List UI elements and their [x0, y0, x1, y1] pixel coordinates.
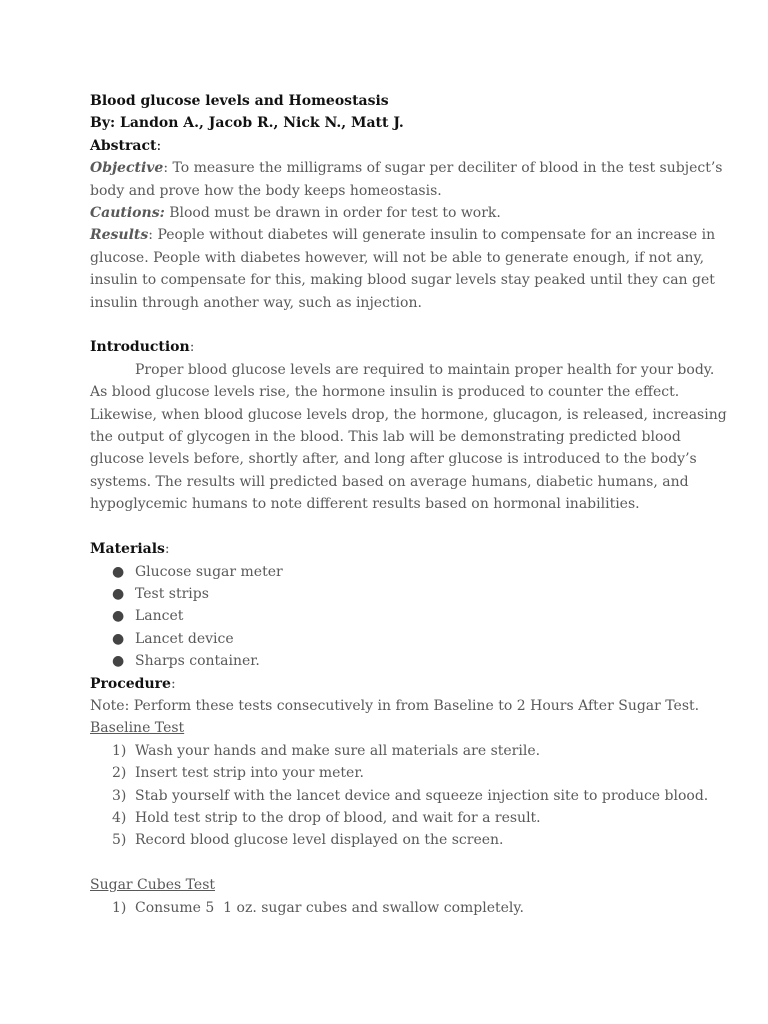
list-item: 3) Stab yourself with the lancet device and squeeze injection site to produce blood.: [112, 787, 709, 804]
results-line-4: insulin through another way, such as injection.: [90, 294, 422, 311]
objective-line-2: body and prove how the body keeps homeostasis.: [90, 182, 442, 199]
cautions-label: Cautions:: [90, 205, 165, 222]
objective-text-1: : To measure the milligrams of sugar per deciliter of blood in the test subject’s: [163, 160, 723, 177]
list-item: 2) Insert test strip into your meter.: [112, 765, 364, 782]
procedure-note: Note: Perform these tests consecutively in from Baseline to 2 Hours After Sugar Test.: [90, 697, 700, 714]
introduction-line: hypoglycemic humans to note different results based on hormonal inabilities.: [90, 496, 640, 513]
sugar-cubes-test-title: Sugar Cubes Test: [90, 877, 216, 894]
list-item: 5) Record blood glucose level displayed on the screen.: [112, 832, 504, 849]
introduction-line: Likewise, when blood glucose levels drop, the hormone, glucagon, is released, increasing: [90, 406, 727, 423]
introduction-line: As blood glucose levels rise, the hormone insulin is produced to counter the effect.: [90, 384, 680, 401]
introduction-heading: Introduction: [90, 339, 190, 356]
results-label: Results: [90, 227, 149, 244]
list-item: ● Test strips: [90, 583, 682, 605]
objective-line-1: [90, 157, 723, 179]
list-item: ● Lancet: [90, 605, 682, 627]
baseline-test-title: Baseline Test: [90, 720, 185, 737]
procedure-heading-line: Procedure:: [90, 675, 176, 692]
objective-label: Objective: [90, 160, 164, 177]
list-item: 1) Wash your hands and make sure all materials are sterile.: [112, 742, 541, 759]
document-title: Blood glucose levels and Homeostasis: [90, 93, 389, 109]
introduction-line: the output of glycogen in the blood. This lab will be demonstrating predicted blood: [90, 429, 681, 446]
introduction-line: glucose levels before, shortly after, and long after glucose is introduced to the body’s: [90, 451, 697, 468]
bullet-icon: ●: [112, 630, 125, 647]
materials-heading-line: Materials:: [90, 541, 170, 558]
document-page: [90, 90, 727, 919]
procedure-heading: Procedure: [90, 675, 171, 692]
bullet-icon: ●: [112, 563, 125, 580]
introduction-heading-line: Introduction:: [90, 339, 195, 356]
bullet-icon: ●: [112, 585, 125, 602]
cautions-line: [90, 202, 682, 224]
document-authors: By: Landon A., Jacob R., Nick N., Matt J.: [90, 115, 404, 132]
abstract-heading: Abstract: [90, 137, 157, 154]
list-item: ● Glucose sugar meter: [90, 561, 682, 583]
cautions-text: Blood must be drawn in order for test to work.: [164, 205, 501, 222]
abstract-heading-line: Abstract:: [90, 137, 162, 154]
introduction-line: systems. The results will predicted based on average humans, diabetic humans, and: [90, 473, 689, 490]
results-line-3: insulin to compensate for this, making blood sugar levels stay peaked until they can get: [90, 272, 715, 289]
bullet-icon: ●: [112, 608, 125, 625]
introduction-line: Proper blood glucose levels are required to maintain proper health for your body.: [135, 361, 715, 378]
results-line-1: [90, 224, 716, 246]
list-item: ● Lancet device: [90, 628, 682, 650]
results-line-2: glucose. People with diabetes however, will not be able to generate enough, if not any,: [90, 249, 705, 266]
bullet-icon: ●: [112, 653, 125, 670]
materials-heading: Materials: [90, 541, 165, 558]
list-item: 4) Hold test strip to the drop of blood, and wait for a result.: [112, 809, 541, 826]
list-item: 1) Consume 5 1 oz. sugar cubes and swallow completely.: [112, 899, 524, 916]
list-item: ● Sharps container.: [90, 650, 682, 672]
results-text-1: : People without diabetes will generate insulin to compensate for an increase in: [148, 227, 716, 244]
